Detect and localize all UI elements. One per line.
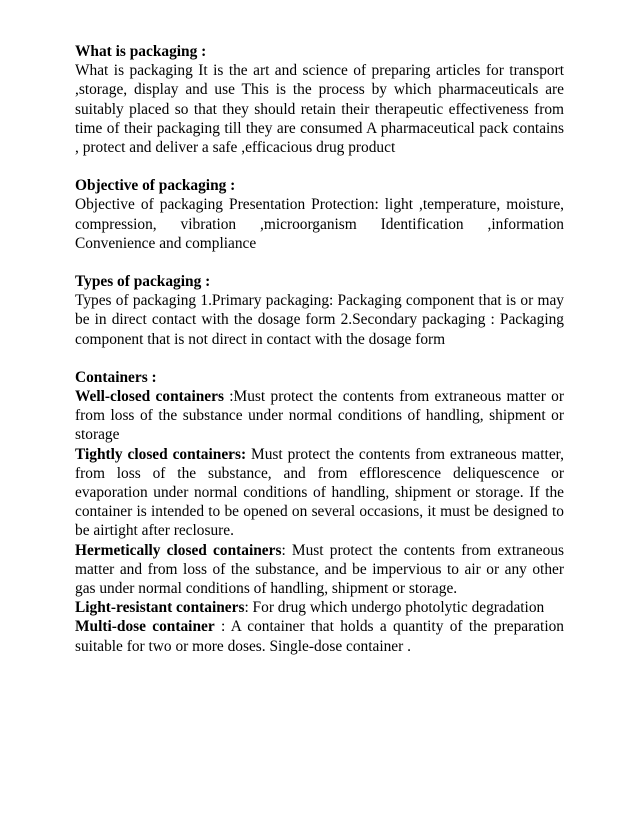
section-body: Objective of packaging Presentation Protection: light ,temperature, moisture, compression, vibration ,microorganism Identification ,information Convenience and compliance [75, 196, 564, 252]
container-term: Multi-dose container [75, 618, 215, 636]
container-description: : For drug which undergo photolytic degradation [244, 599, 545, 617]
section-heading: What is packaging : [75, 43, 207, 60]
section-containers [75, 368, 564, 656]
container-description: : Must protect the contents from extraneous matter and from loss of the substance, and be impervious to air or any other gas under normal conditions of handling, shipment or storage. [75, 541, 564, 598]
container-description: :Must protect the contents from extraneous matter or from loss of the substance under normal conditions of handling, shipment or storage [75, 388, 564, 444]
section-objective-of-packaging [75, 176, 564, 253]
section-body: Types of packaging 1.Primary packaging: Packaging component that is or may be in direct contact with the dosage form 2.Secondary packaging : Packaging component that is not direct in contact with the dosage form [75, 292, 564, 348]
container-entry-well-closed [75, 387, 564, 445]
section-heading: Objective of packaging : [75, 177, 236, 195]
section-heading: Types of packaging : [75, 273, 211, 291]
section-body: What is packaging It is the art and science of preparing articles for transport ,storage, display and use This is the process by which pharmaceuticals are suitably placed so that they should retain their therapeutic effectiveness from time of their packaging till they are consumed A pharmaceutical pack contains , protect and deliver a safe ,efficacious drug product [75, 62, 564, 157]
container-term: Well-closed containers [75, 388, 224, 406]
document-page [75, 42, 564, 675]
container-term: Light-resistant containers [75, 599, 245, 617]
section-types-of-packaging [75, 272, 564, 349]
container-entry-hermetically-closed [75, 541, 564, 599]
container-term: Hermetically closed containers [75, 541, 282, 559]
container-description: Must protect the contents from extraneous matter, from loss of the substance, and from efflorescence deliquescence or evaporation under normal conditions of handling, shipment or storage. If the container is intended to be opened on several occasions, it must be designed to be airtight after reclosure. [75, 445, 565, 540]
container-entry-tightly-closed [75, 445, 564, 541]
container-description: : A container that holds a quantity of the preparation suitable for two or more doses. Single-dose container . [75, 618, 565, 655]
section-what-is-packaging [75, 42, 564, 157]
container-entry-light-resistant [75, 598, 564, 617]
section-heading: Containers : [75, 368, 157, 386]
container-entry-multi-dose [75, 617, 564, 655]
container-term: Tightly closed containers: [75, 445, 247, 463]
